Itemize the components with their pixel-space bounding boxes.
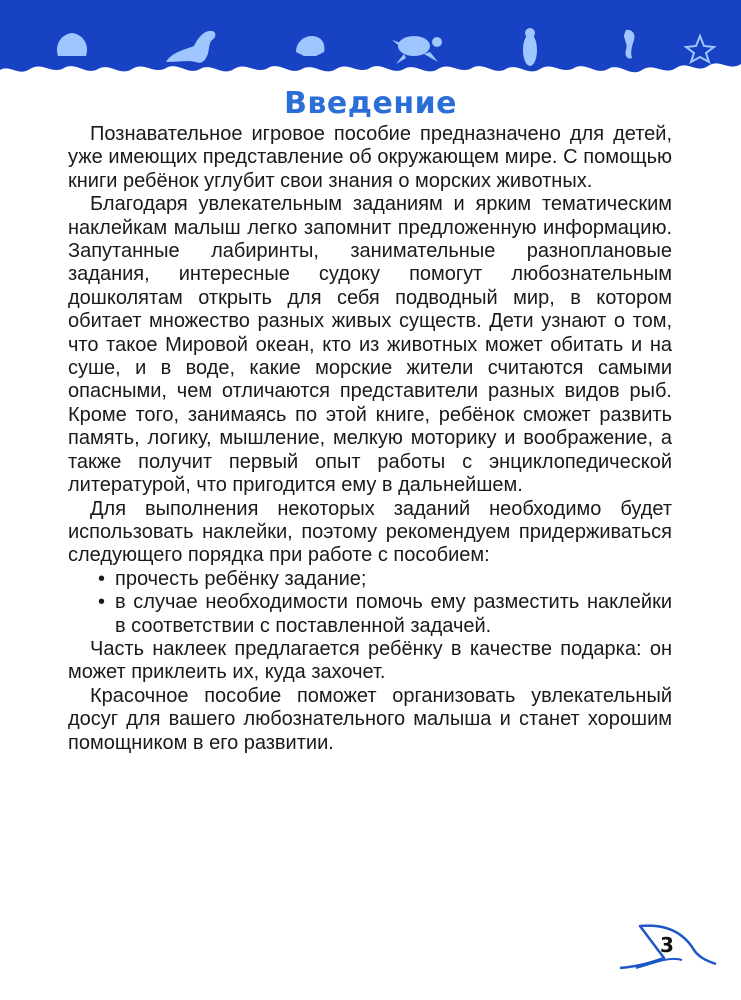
paragraph: Познавательное игровое пособие предназначено для детей, уже имеющих представление об окружающем мире. С помощью книги ребёнок углубит свои знания о морских животных.	[68, 123, 672, 192]
bullet-icon: •	[98, 567, 106, 590]
paragraph: Часть наклеек предлагается ребёнку в качестве подарка: он может приклеить их, куда захочет.	[68, 637, 672, 684]
intro-text	[68, 123, 672, 755]
paragraph: Благодаря увлекательным заданиям и ярким тематическим наклейкам малыш легко запомнит предложенную информацию. Запутанные лабиринты, занимательные разноплановые задания, интересные судоку помогут любознательным дошколятам открыть для себя подводный мир, в котором обитает множество разных живых существ. Дети узнают о том, что такое Мировой океан, кто из животных может обитать и на суше, и в воде, какие морские жители считаются самыми опасными, чем отличаются представители разных видов рыб. Кроме того, занимаясь по этой книге, ребёнок сможет развить память, логику, мышление, мелкую моторику и воображение, а также получит первый опыт работы с энциклопедической литературой, что пригодится ему в дальнейшем.	[68, 193, 672, 497]
paragraph: Для выполнения некоторых заданий необходимо будет использовать наклейки, поэтому рекомендуем придерживаться следующего порядка при работе с пособием:	[68, 497, 672, 567]
bullet-icon: •	[98, 591, 106, 614]
paragraph: Красочное пособие поможет организовать увлекательный досуг для вашего любознательного малыша и станет хорошим помощником в его развитии.	[68, 684, 672, 754]
list-item: • в случае необходимости помочь ему разместить наклейки в соответствии с поставленной задачей.	[98, 591, 672, 637]
penguin-icon	[523, 28, 537, 66]
top-banner	[0, 0, 741, 90]
page-number: 3	[660, 933, 674, 957]
list-item: • прочесть ребёнку задание;	[98, 567, 367, 590]
instruction-list	[68, 568, 672, 638]
page-title: Введение	[284, 86, 457, 121]
